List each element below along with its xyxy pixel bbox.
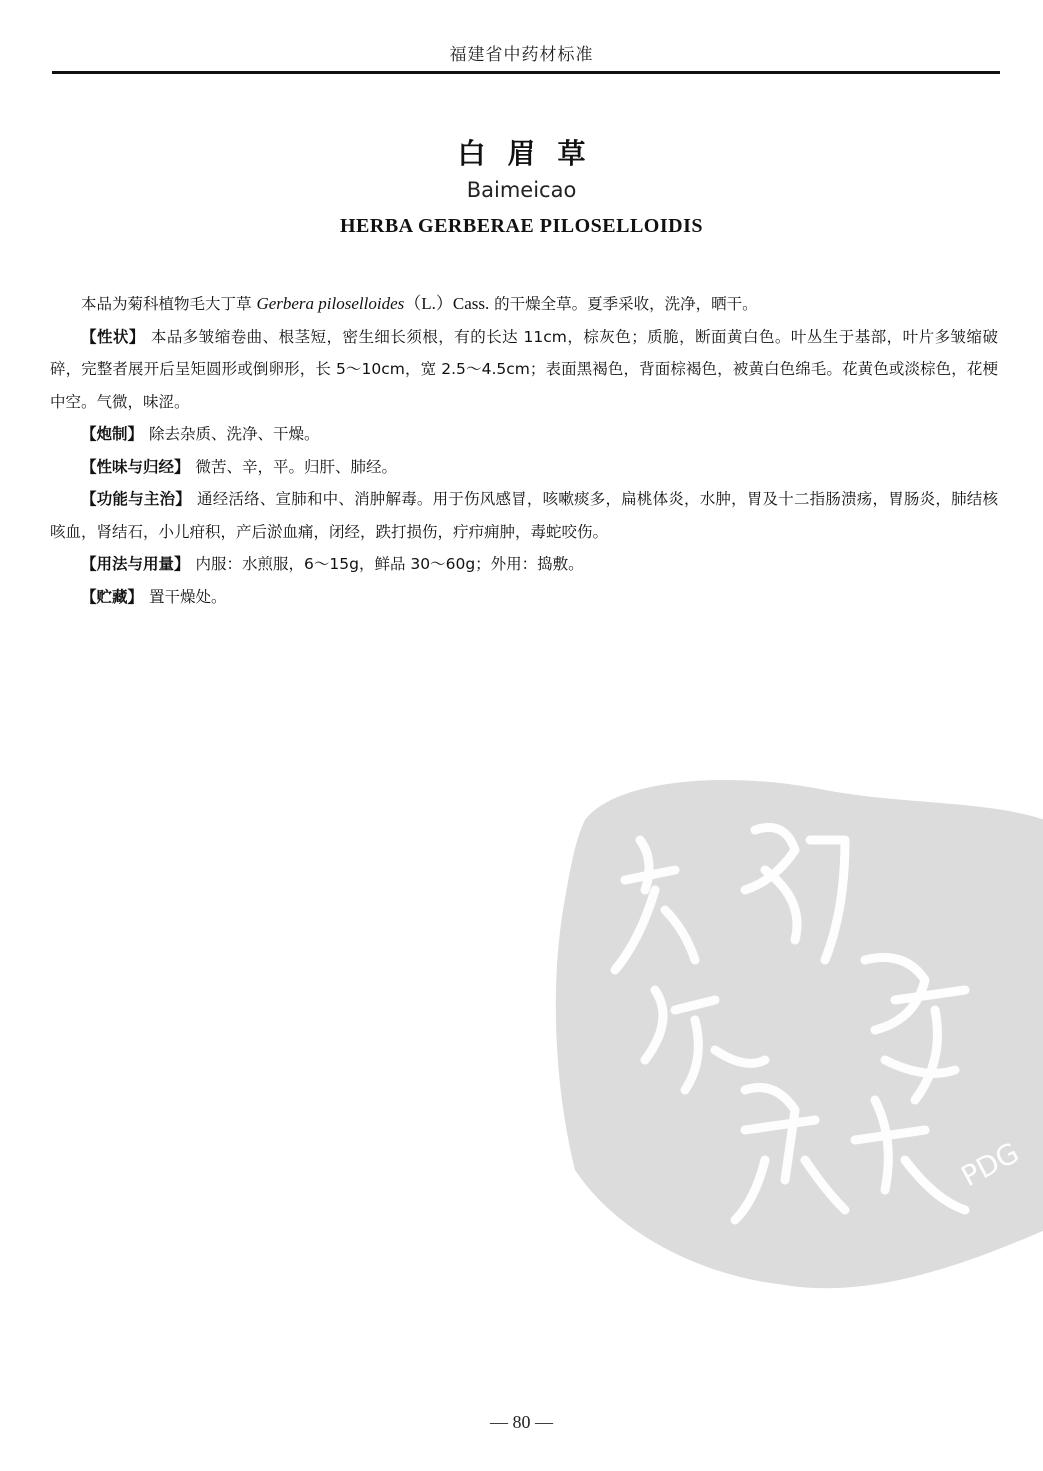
stamp-watermark-text: PDG	[955, 1135, 1025, 1194]
section-label: 【性味与归经】	[81, 457, 190, 476]
monograph-title-chinese: 白眉草	[457, 137, 608, 170]
section-nature-meridian	[50, 451, 998, 484]
section-label: 【功能与主治】	[81, 490, 191, 508]
section-processing	[50, 418, 998, 451]
section-text: 通经活络、宣肺和中、消肿解毒。用于伤风感冒，咳嗽痰多，扁桃体炎，水肿，胃及十二指肠溃疡，胃肠炎，肺结核咳血，肾结石，小儿疳积，产后淤血痛，闭经，跌打损伤，疔疖痈肿，毒蛇咬伤。	[50, 490, 998, 541]
monograph-title-latin: HERBA GERBERAE PILOSELLOIDIS	[340, 215, 703, 237]
species-name: Gerbera piloselloides	[256, 294, 405, 313]
section-functions-indications	[50, 483, 998, 548]
monograph-title-pinyin: Baimeicao	[466, 178, 577, 202]
section-text: 置干燥处。	[149, 587, 227, 606]
intro-prefix: 本品为菊科植物毛大丁草	[81, 295, 257, 313]
section-label: 【贮藏】	[81, 587, 144, 606]
species-author: （L.）Cass.	[404, 294, 490, 313]
monograph-body	[50, 288, 998, 613]
seal-stamp-icon	[545, 760, 1043, 1300]
section-usage-dosage	[50, 548, 998, 581]
intro-paragraph	[50, 288, 998, 321]
seal-stamp-shape	[545, 760, 1043, 1300]
intro-suffix: 的干燥全草。夏季采收，洗净，晒干。	[489, 295, 758, 313]
section-storage	[50, 581, 998, 614]
section-label: 【性状】	[81, 327, 145, 346]
page-number: — 80 —	[490, 1412, 553, 1432]
header-rule	[52, 71, 1000, 74]
section-label: 【用法与用量】	[81, 555, 190, 573]
section-text: 除去杂质、洗净、干燥。	[149, 425, 320, 443]
section-description	[50, 321, 998, 419]
running-header: 福建省中药材标准	[449, 45, 594, 65]
section-label: 【炮制】	[81, 425, 144, 443]
section-text: 内服：水煎服，6～15g，鲜品 30～60g；外用：捣敷。	[195, 555, 584, 573]
section-text: 本品多皱缩卷曲、根茎短，密生细长须根，有的长达 11cm，棕灰色；质脆，断面黄白色。叶丛生于基部，叶片多皱缩破碎，完整者展开后呈矩圆形或倒卵形，长 5～10cm，宽 2.5～4.5cm；表面黑褐色，背面棕褐色，被黄白色绵毛。花黄色或淡棕色，花梗中空。气微，味涩。	[50, 327, 998, 411]
section-text: 微苦、辛，平。归肝、肺经。	[195, 457, 398, 476]
